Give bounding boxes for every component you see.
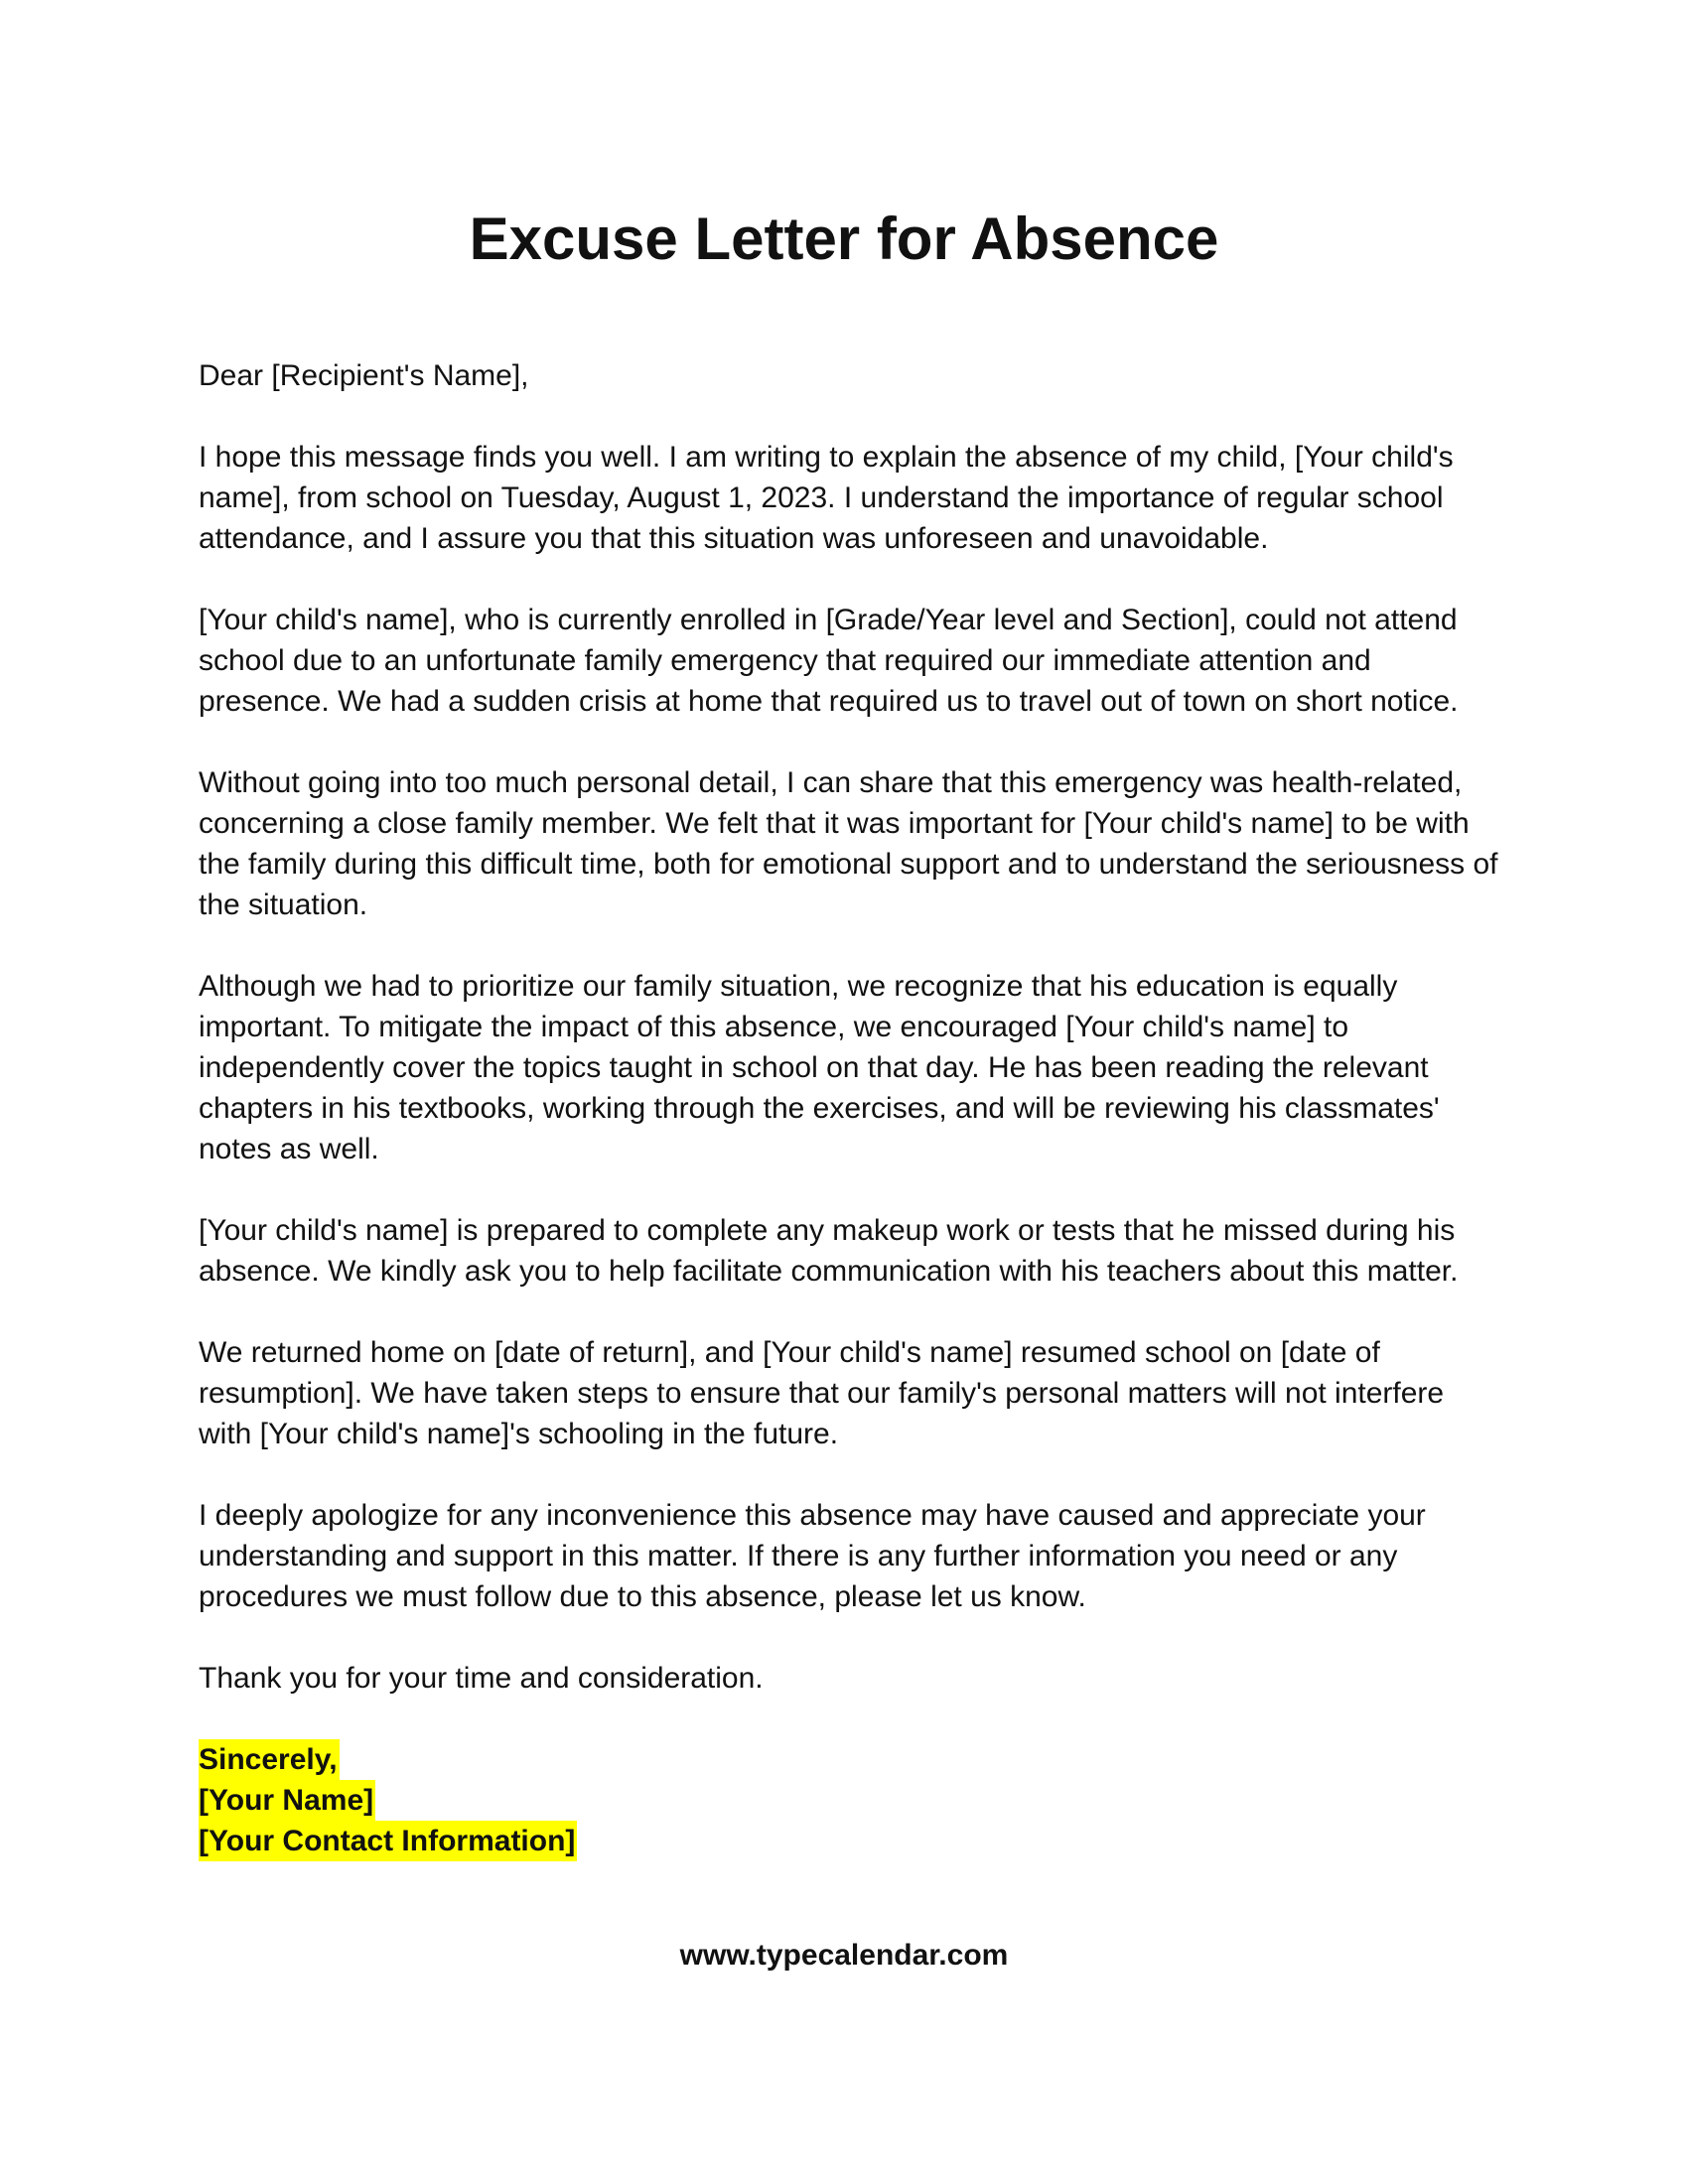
signature-contact: [Your Contact Information] bbox=[199, 1821, 577, 1861]
paragraph-6: We returned home on [date of return], and [Your child's name] resumed school on [date of resumption]. We have taken steps to ensure that our family's personal matters will not interfere with [Your child's name]'s schooling in the future. bbox=[199, 1336, 1445, 1450]
letter-body bbox=[199, 355, 1499, 1861]
paragraph-2: [Your child's name], who is currently enrolled in [Grade/Year level and Section], could not attend school due to an unfortunate family emergency that required our immediate attention and presence. We had a sudden crisis at home that required us to travel out of town on short notice. bbox=[199, 604, 1459, 718]
salutation: Dear [Recipient's Name], bbox=[199, 359, 529, 392]
signature-block bbox=[199, 1739, 1499, 1861]
paragraph-7: I deeply apologize for any inconvenience this absence may have caused and appreciate your understanding and support in this matter. If there is any further information you need or any procedures we must follow due to this absence, please let us know. bbox=[199, 1499, 1426, 1613]
letter-title: Excuse Letter for Absence bbox=[469, 205, 1219, 272]
paragraph-5: [Your child's name] is prepared to complete any makeup work or tests that he missed during his absence. We kindly ask you to help facilitate communication with his teachers about this matter. bbox=[199, 1214, 1459, 1288]
paragraph-8: Thank you for your time and consideration. bbox=[199, 1662, 764, 1695]
signature-closing: Sincerely, bbox=[199, 1739, 340, 1780]
signature-name: [Your Name] bbox=[199, 1780, 375, 1821]
paragraph-3: Without going into too much personal detail, I can share that this emergency was health-related, concerning a close family member. We felt that it was important for [Your child's name] to be with the family during this difficult time, both for emotional support and to understand the seriousness of the situation. bbox=[199, 766, 1498, 921]
paragraph-1: I hope this message finds you well. I am writing to explain the absence of my child, [Your child's name], from school on Tuesday, August 1, 2023. I understand the importance of regular school attendance, and I assure you that this situation was unforeseen and unavoidable. bbox=[199, 441, 1454, 555]
footer-website: www.typecalendar.com bbox=[679, 1939, 1009, 1972]
paragraph-4: Although we had to prioritize our family situation, we recognize that his education is equally important. To mitigate the impact of this absence, we encouraged [Your child's name] to independently cover the topics taught in school on that day. He has been reading the relevant chapters in his textbooks, working through the exercises, and will be reviewing his classmates' notes as well. bbox=[199, 970, 1440, 1165]
